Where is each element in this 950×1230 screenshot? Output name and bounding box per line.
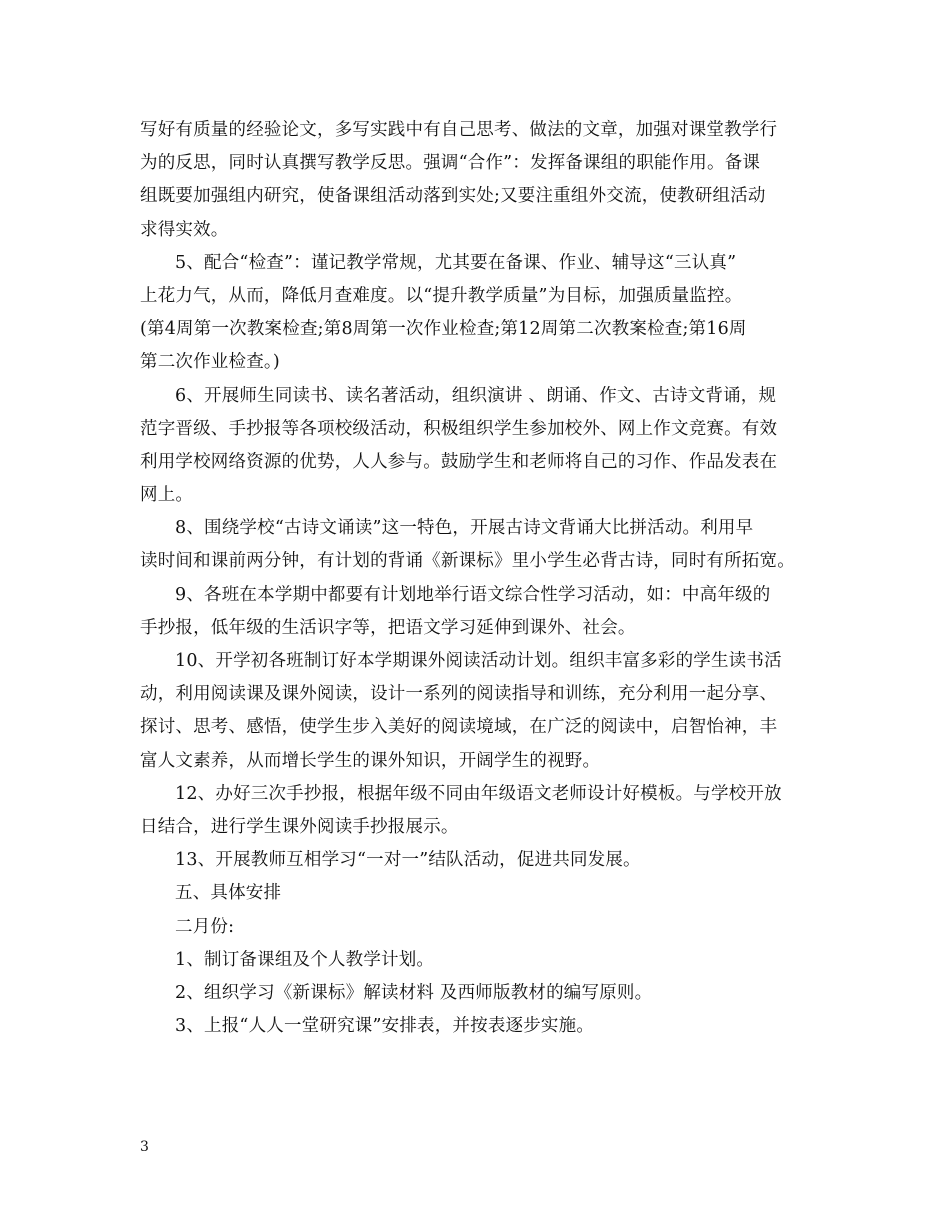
text-line: 动，利用阅读课及课外阅读，设计一系列的阅读指导和训练，充分利用一起分享、 (140, 684, 778, 705)
text-line: 10、开学初各班制订好本学期课外阅读活动计划。组织丰富多彩的学生读书活 (175, 651, 782, 671)
text-line: 组既要加强组内研究，使备课组活动落到实处;又要注重组外交流，使教研组活动 (140, 186, 766, 207)
text-line: 为的反思，同时认真撰写教学反思。强调“合作”：发挥备课组的职能作用。备课 (140, 153, 761, 174)
text-line: 读时间和课前两分钟，有计划的背诵《新课标》里小学生必背古诗，同时有所拓宽。 (140, 551, 795, 572)
text-line: 5、配合“检查”：谨记教学常规，尤其要在备课、作业、辅导这“三认真” (175, 252, 737, 273)
text-line: 13、开展教师互相学习“一对一”结队活动，促进共同发展。 (175, 850, 641, 871)
text-line: 富人文素养，从而增长学生的课外知识，开阔学生的视野。 (140, 750, 601, 771)
text-line: 12、办好三次手抄报，根据年级不同由年级语文老师设计好模板。与学校开放 (175, 783, 782, 804)
text-line: 3、上报“人人一堂研究课”安排表，并按表逐步实施。 (175, 1016, 595, 1037)
text-line: 范字晋级、手抄报等各项校级活动，积极组织学生参加校外、网上作文竞赛。有效 (140, 418, 778, 439)
page-number: 3 (140, 1139, 149, 1155)
text-line: 9、各班在本学期中都要有计划地举行语文综合性学习活动，如：中高年级的 (175, 584, 771, 605)
text-line: 网上。 (140, 485, 194, 506)
text-line: 写好有质量的经验论文，多写实践中有自己思考、做法的文章，加强对课堂教学行 (140, 120, 778, 140)
text-line: 6、开展师生同读书、读名著活动，组织演讲 、朗诵、作文、古诗文背诵，规 (175, 385, 777, 406)
text-line: 2、组织学习《新课标》解读材料 及西师版教材的编写原则。 (175, 982, 653, 1003)
text-line: 手抄报，低年级的生活识字等，把语文学习延伸到课外、社会。 (140, 617, 636, 638)
text-line: 第二次作业检查。) (140, 352, 280, 373)
text-line: 五、具体安排 (175, 883, 282, 904)
text-line: 探讨、思考、感悟，使学生步入美好的阅读境域，在广泛的阅读中，启智怡神，丰 (140, 717, 778, 738)
text-line: 二月份: (175, 916, 235, 937)
text-line: 8、围绕学校“古诗文诵读”这一特色，开展古诗文背诵大比拼活动。利用早 (175, 518, 754, 539)
text-line: 上花力气，从而，降低月查难度。以“提升教学质量”为目标，加强质量监控。 (140, 285, 743, 306)
document-body (140, 114, 825, 1043)
text-line: 求得实效。 (140, 219, 229, 240)
text-line: 利用学校网络资源的优势，人人参与。鼓励学生和老师将自己的习作、作品发表在 (140, 451, 778, 472)
text-line: 1、制订备课组及个人教学计划。 (175, 949, 435, 970)
text-line: (第4周第一次教案检查;第8周第一次作业检查;第12周第二次教案检查;第16周 (140, 319, 747, 340)
text-line: 日结合，进行学生课外阅读手抄报展示。 (140, 816, 459, 837)
